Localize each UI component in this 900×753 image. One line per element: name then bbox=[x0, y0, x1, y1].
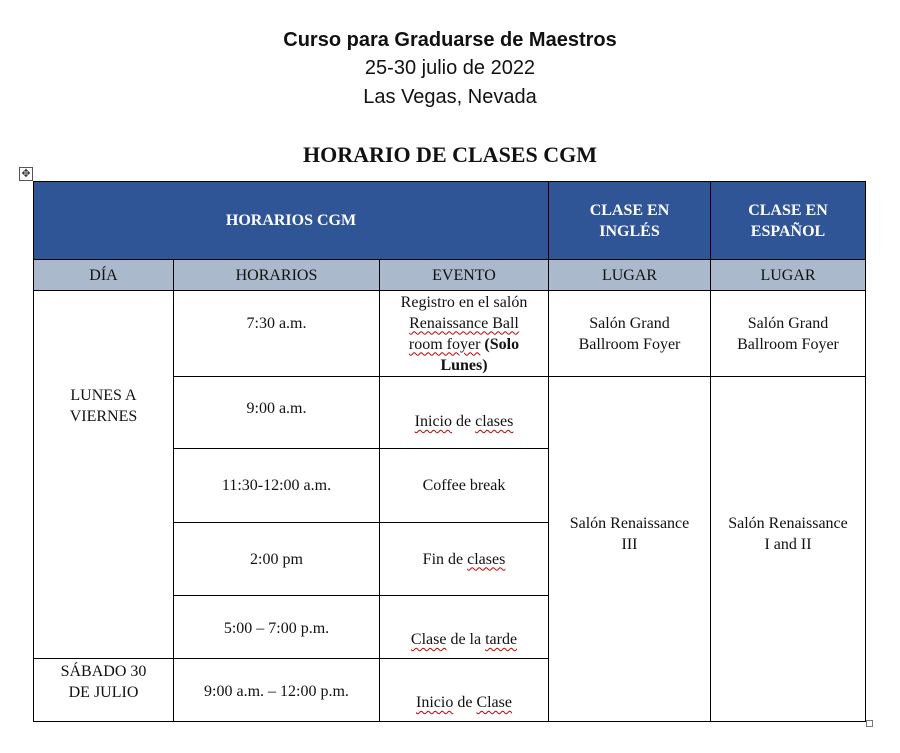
lugar-text: III bbox=[621, 536, 638, 553]
table-move-handle-icon[interactable]: ✥ bbox=[19, 167, 33, 181]
lugar-foyer-en-cell bbox=[549, 291, 711, 377]
time-cell: 7:30 a.m. bbox=[174, 291, 380, 377]
lugar-text: Ballroom Foyer bbox=[737, 335, 839, 353]
course-dates: 25-30 julio de 2022 bbox=[364, 57, 536, 79]
schedule-title: HORARIO DE CLASES CGM bbox=[303, 142, 597, 167]
subheader-evento: EVENTO bbox=[380, 260, 549, 291]
day-weekdays-cell bbox=[34, 291, 174, 659]
event-text: (Solo bbox=[484, 335, 520, 353]
event-text: de bbox=[457, 694, 473, 711]
lugar-main-en-cell bbox=[549, 377, 711, 722]
header-horarios-cgm: HORARIOS CGM bbox=[34, 182, 549, 260]
event-text: Inicio bbox=[414, 413, 452, 430]
header-espanol-line1: CLASE EN bbox=[748, 201, 828, 219]
event-text: Coffee break bbox=[422, 477, 506, 494]
event-text: Clase bbox=[476, 694, 512, 711]
time-cell: 5:00 – 7:00 p.m. bbox=[174, 596, 380, 659]
event-cell bbox=[380, 449, 549, 523]
table-resize-handle-icon[interactable] bbox=[866, 720, 873, 727]
header-ingles-line2: INGLÉS bbox=[599, 222, 660, 240]
course-title: Curso para Graduarse de Maestros bbox=[283, 29, 617, 51]
time-cell: 9:00 a.m. – 12:00 p.m. bbox=[174, 659, 380, 722]
subheader-lugar-en: LUGAR bbox=[549, 260, 711, 291]
table-header-row bbox=[34, 182, 866, 260]
lugar-text: Ballroom Foyer bbox=[578, 335, 681, 353]
event-text: clases bbox=[475, 413, 514, 430]
day-saturday-line1: SÁBADO 30 bbox=[60, 663, 147, 680]
event-text: de la bbox=[450, 631, 482, 648]
header-clase-espanol bbox=[711, 182, 866, 260]
lugar-text: I and II bbox=[764, 536, 812, 553]
schedule-table bbox=[33, 181, 866, 722]
event-cell bbox=[380, 596, 549, 659]
table-row bbox=[34, 291, 866, 377]
subheader-dia: DÍA bbox=[34, 260, 174, 291]
event-text: room foyer bbox=[408, 335, 481, 353]
header-espanol-line2: ESPAÑOL bbox=[750, 222, 826, 240]
day-weekdays-line1: LUNES A bbox=[70, 387, 137, 404]
table-subheader-row bbox=[34, 260, 866, 291]
time-cell: 11:30-12:00 a.m. bbox=[174, 449, 380, 523]
time-cell: 2:00 pm bbox=[174, 523, 380, 596]
event-text: Clase bbox=[410, 631, 447, 648]
event-text: clases bbox=[467, 550, 506, 568]
header-clase-ingles bbox=[549, 182, 711, 260]
event-cell bbox=[380, 523, 549, 596]
event-text: Lunes) bbox=[440, 356, 488, 374]
time-cell: 9:00 a.m. bbox=[174, 377, 380, 449]
subheader-lugar-es: LUGAR bbox=[711, 260, 866, 291]
event-cell bbox=[380, 659, 549, 722]
lugar-foyer-es-cell bbox=[711, 291, 866, 377]
lugar-text: Salón Renaissance bbox=[569, 515, 690, 532]
day-weekdays-line2: VIERNES bbox=[69, 408, 138, 425]
event-text: Fin de bbox=[422, 550, 464, 568]
event-cell bbox=[380, 377, 549, 449]
event-text: Renaissance Ball bbox=[409, 314, 519, 332]
event-text: tarde bbox=[485, 631, 518, 648]
event-text: de bbox=[456, 413, 472, 430]
day-saturday-cell bbox=[34, 659, 174, 722]
lugar-text: Salón Grand bbox=[589, 314, 670, 332]
event-text: Inicio bbox=[416, 694, 454, 711]
subheader-horarios: HORARIOS bbox=[174, 260, 380, 291]
lugar-text: Salón Renaissance bbox=[728, 515, 848, 532]
day-saturday-line2: DE JULIO bbox=[68, 684, 139, 701]
course-location: Las Vegas, Nevada bbox=[363, 86, 537, 108]
event-cell bbox=[380, 291, 549, 377]
header-ingles-line1: CLASE EN bbox=[589, 201, 670, 219]
lugar-text: Salón Grand bbox=[747, 314, 829, 332]
event-text: Registro en el salón bbox=[400, 293, 528, 311]
lugar-main-es-cell bbox=[711, 377, 866, 722]
